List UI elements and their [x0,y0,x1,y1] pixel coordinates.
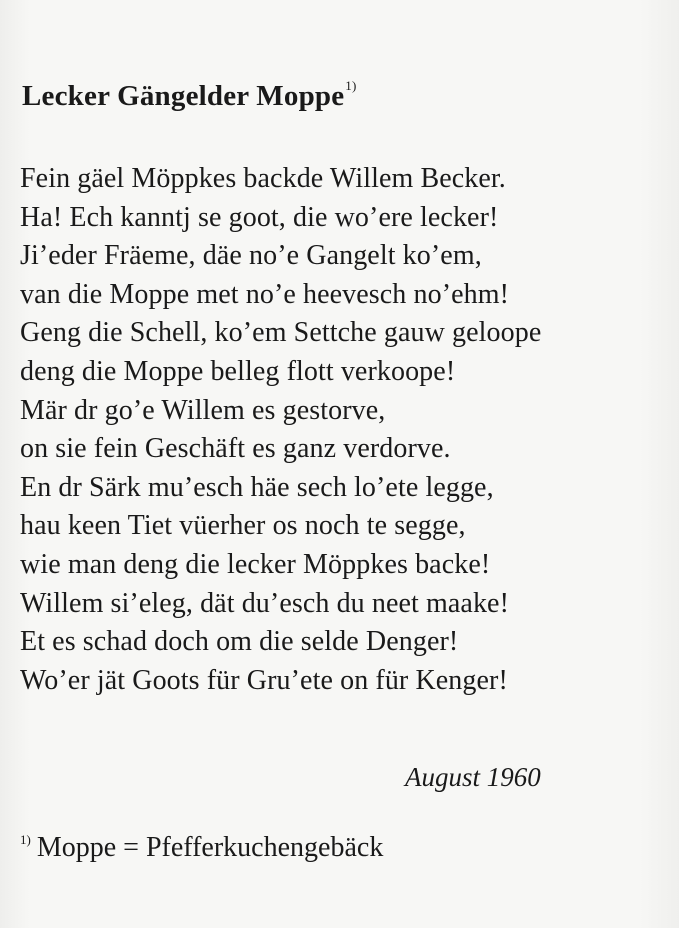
poem-line: Fein gäel Möppkes backde Willem Becker. [20,163,506,194]
poem-line: deng die Moppe belleg flott verkoope! [20,355,456,387]
poem-line: Geng die Schell, ko’em Settche gauw geloope [20,317,542,349]
poem-title [22,80,357,113]
poem-line: Et es schad doch om die selde Denger! [20,626,459,658]
title-footnote-marker: 1) [345,78,357,94]
poem-line: En dr Särk mu’esch häe sech lo’ete legge, [20,471,494,503]
poem-date: August 1960 [405,762,541,792]
poem-line: wie man deng die lecker Möppkes backe! [20,548,491,580]
poem-line: van die Moppe met no’e heevesch no’ehm! [20,278,510,310]
poem-title-text: Lecker Gängelder Moppe [22,80,345,112]
poem-line: Wo’er jät Goots für Gru’ete on für Kenger! [20,664,508,696]
poem-body [20,160,541,700]
poem-line: Ha! Ech kanntj se goot, die wo’ere lecker! [20,201,499,233]
poem-line: Mär dr go’e Willem es gestorve, [20,394,386,426]
poem-line: Ji’eder Fräeme, däe no’e Gangelt ko’em, [20,240,482,272]
poem-line: Willem si’eleg, dät du’esch du neet maake! [20,587,509,619]
footnote [20,832,383,864]
footnote-marker: 1) [20,832,31,847]
poem-line: hau keen Tiet vüerher os noch te segge, [20,510,466,542]
footnote-text: Moppe = Pfefferkuchengebäck [36,832,384,863]
poem-line: on sie fein Geschäft es ganz verdorve. [20,433,451,465]
